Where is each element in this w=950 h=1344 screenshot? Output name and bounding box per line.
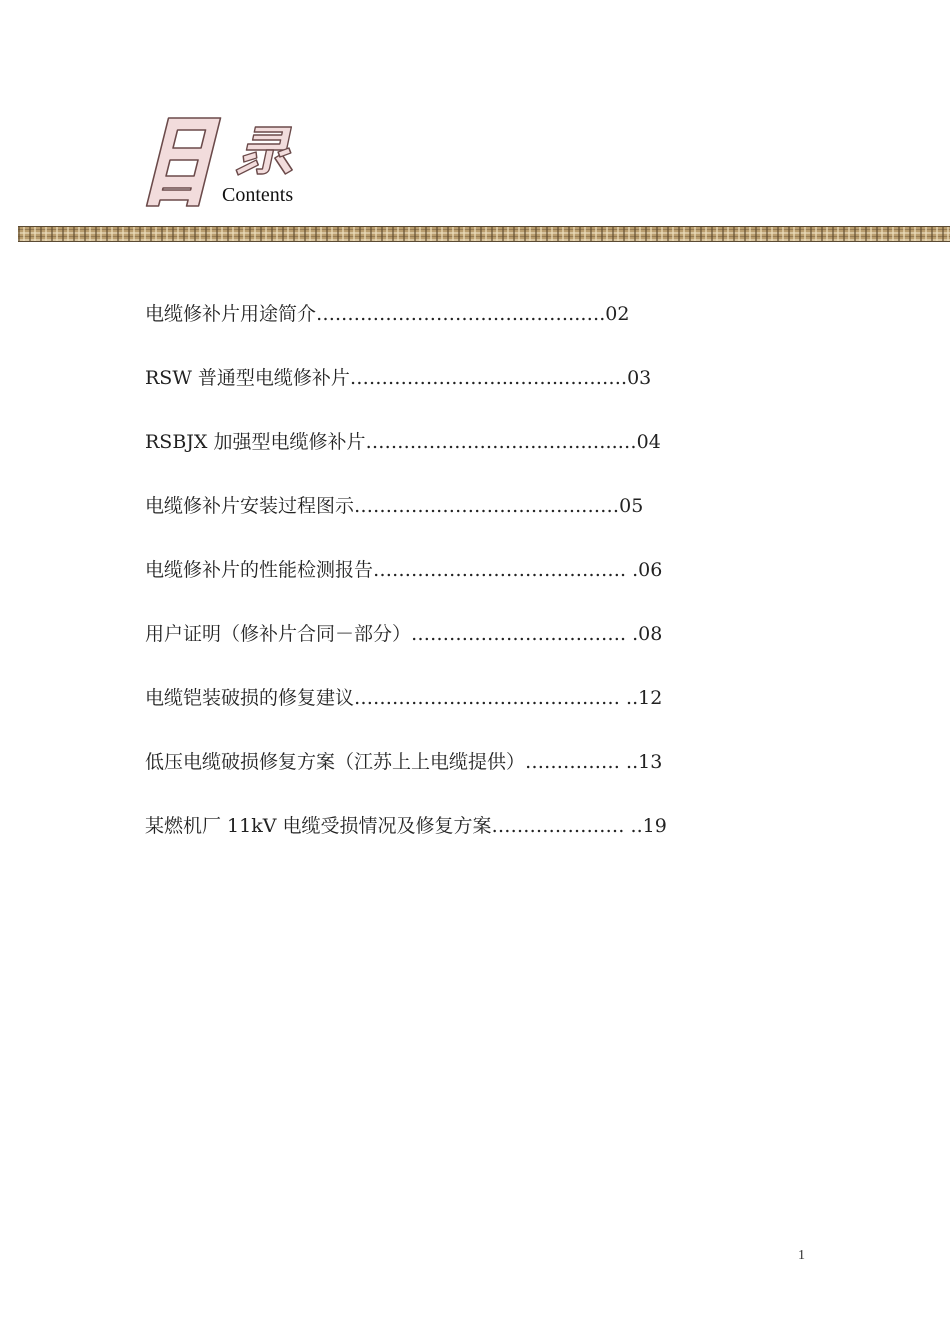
- toc-entry-title: 电缆修补片的性能检测报告: [145, 559, 374, 581]
- toc-entry-leader: ……………………………. .: [411, 623, 639, 645]
- toc-entry[interactable]: [145, 808, 765, 872]
- toc-entry-page: 06: [638, 559, 663, 581]
- toc-entry-leader: ………….…………….…….……: [354, 495, 620, 517]
- toc-entry-page: 02: [605, 303, 630, 325]
- toc-entry[interactable]: [145, 360, 765, 424]
- toc-entry-title: 电缆修补片安装过程图示: [145, 495, 355, 517]
- page-number: 1: [798, 1248, 805, 1263]
- toc-entry-page: 13: [638, 751, 663, 773]
- table-of-contents: [145, 296, 765, 872]
- toc-entry[interactable]: [145, 552, 765, 616]
- toc-entry-leader: ……………………..……..……….: [349, 367, 628, 389]
- toc-entry-title: 用户证明（修补片合同－部分）: [145, 623, 412, 645]
- toc-entry-leader: …………………………………. .: [373, 559, 639, 581]
- toc-entry-page: 04: [636, 431, 661, 453]
- toc-entry[interactable]: [145, 680, 765, 744]
- title-character-mu: [138, 112, 230, 210]
- title-character-lu: [234, 124, 300, 176]
- toc-entry-page: 08: [638, 623, 663, 645]
- contents-subtitle: Contents: [222, 184, 294, 206]
- toc-entry-leader: ……………………….…….…..…: [365, 431, 637, 453]
- toc-entry-title: RSW 普通型电缆修补片: [145, 367, 350, 389]
- toc-entry-page: 03: [627, 367, 652, 389]
- toc-entry[interactable]: [145, 744, 765, 808]
- toc-entry[interactable]: [145, 616, 765, 680]
- toc-entry-title: 电缆修补片用途简介: [145, 303, 317, 325]
- toc-entry-page: 19: [642, 815, 667, 837]
- toc-entry-leader: …………… ..: [525, 751, 639, 773]
- toc-entry-leader: …………………………………… ..: [354, 687, 639, 709]
- toc-entry[interactable]: [145, 488, 765, 552]
- toc-entry-title: 低压电缆破损修复方案（江苏上上电缆提供）: [145, 751, 526, 773]
- toc-entry-leader: ………………… ..: [491, 815, 643, 837]
- toc-entry-title: 某燃机厂 11kV 电缆受损情况及修复方案: [145, 815, 492, 837]
- toc-entry[interactable]: [145, 296, 765, 360]
- toc-entry[interactable]: [145, 424, 765, 488]
- toc-entry-page: 12: [638, 687, 663, 709]
- toc-entry-title: RSBJX 加强型电缆修补片: [145, 431, 366, 453]
- decorative-divider-band: [18, 226, 950, 242]
- toc-entry-leader: ….…………………….…..……..….: [316, 303, 606, 325]
- toc-entry-page: 05: [619, 495, 644, 517]
- toc-entry-title: 电缆铠装破损的修复建议: [145, 687, 355, 709]
